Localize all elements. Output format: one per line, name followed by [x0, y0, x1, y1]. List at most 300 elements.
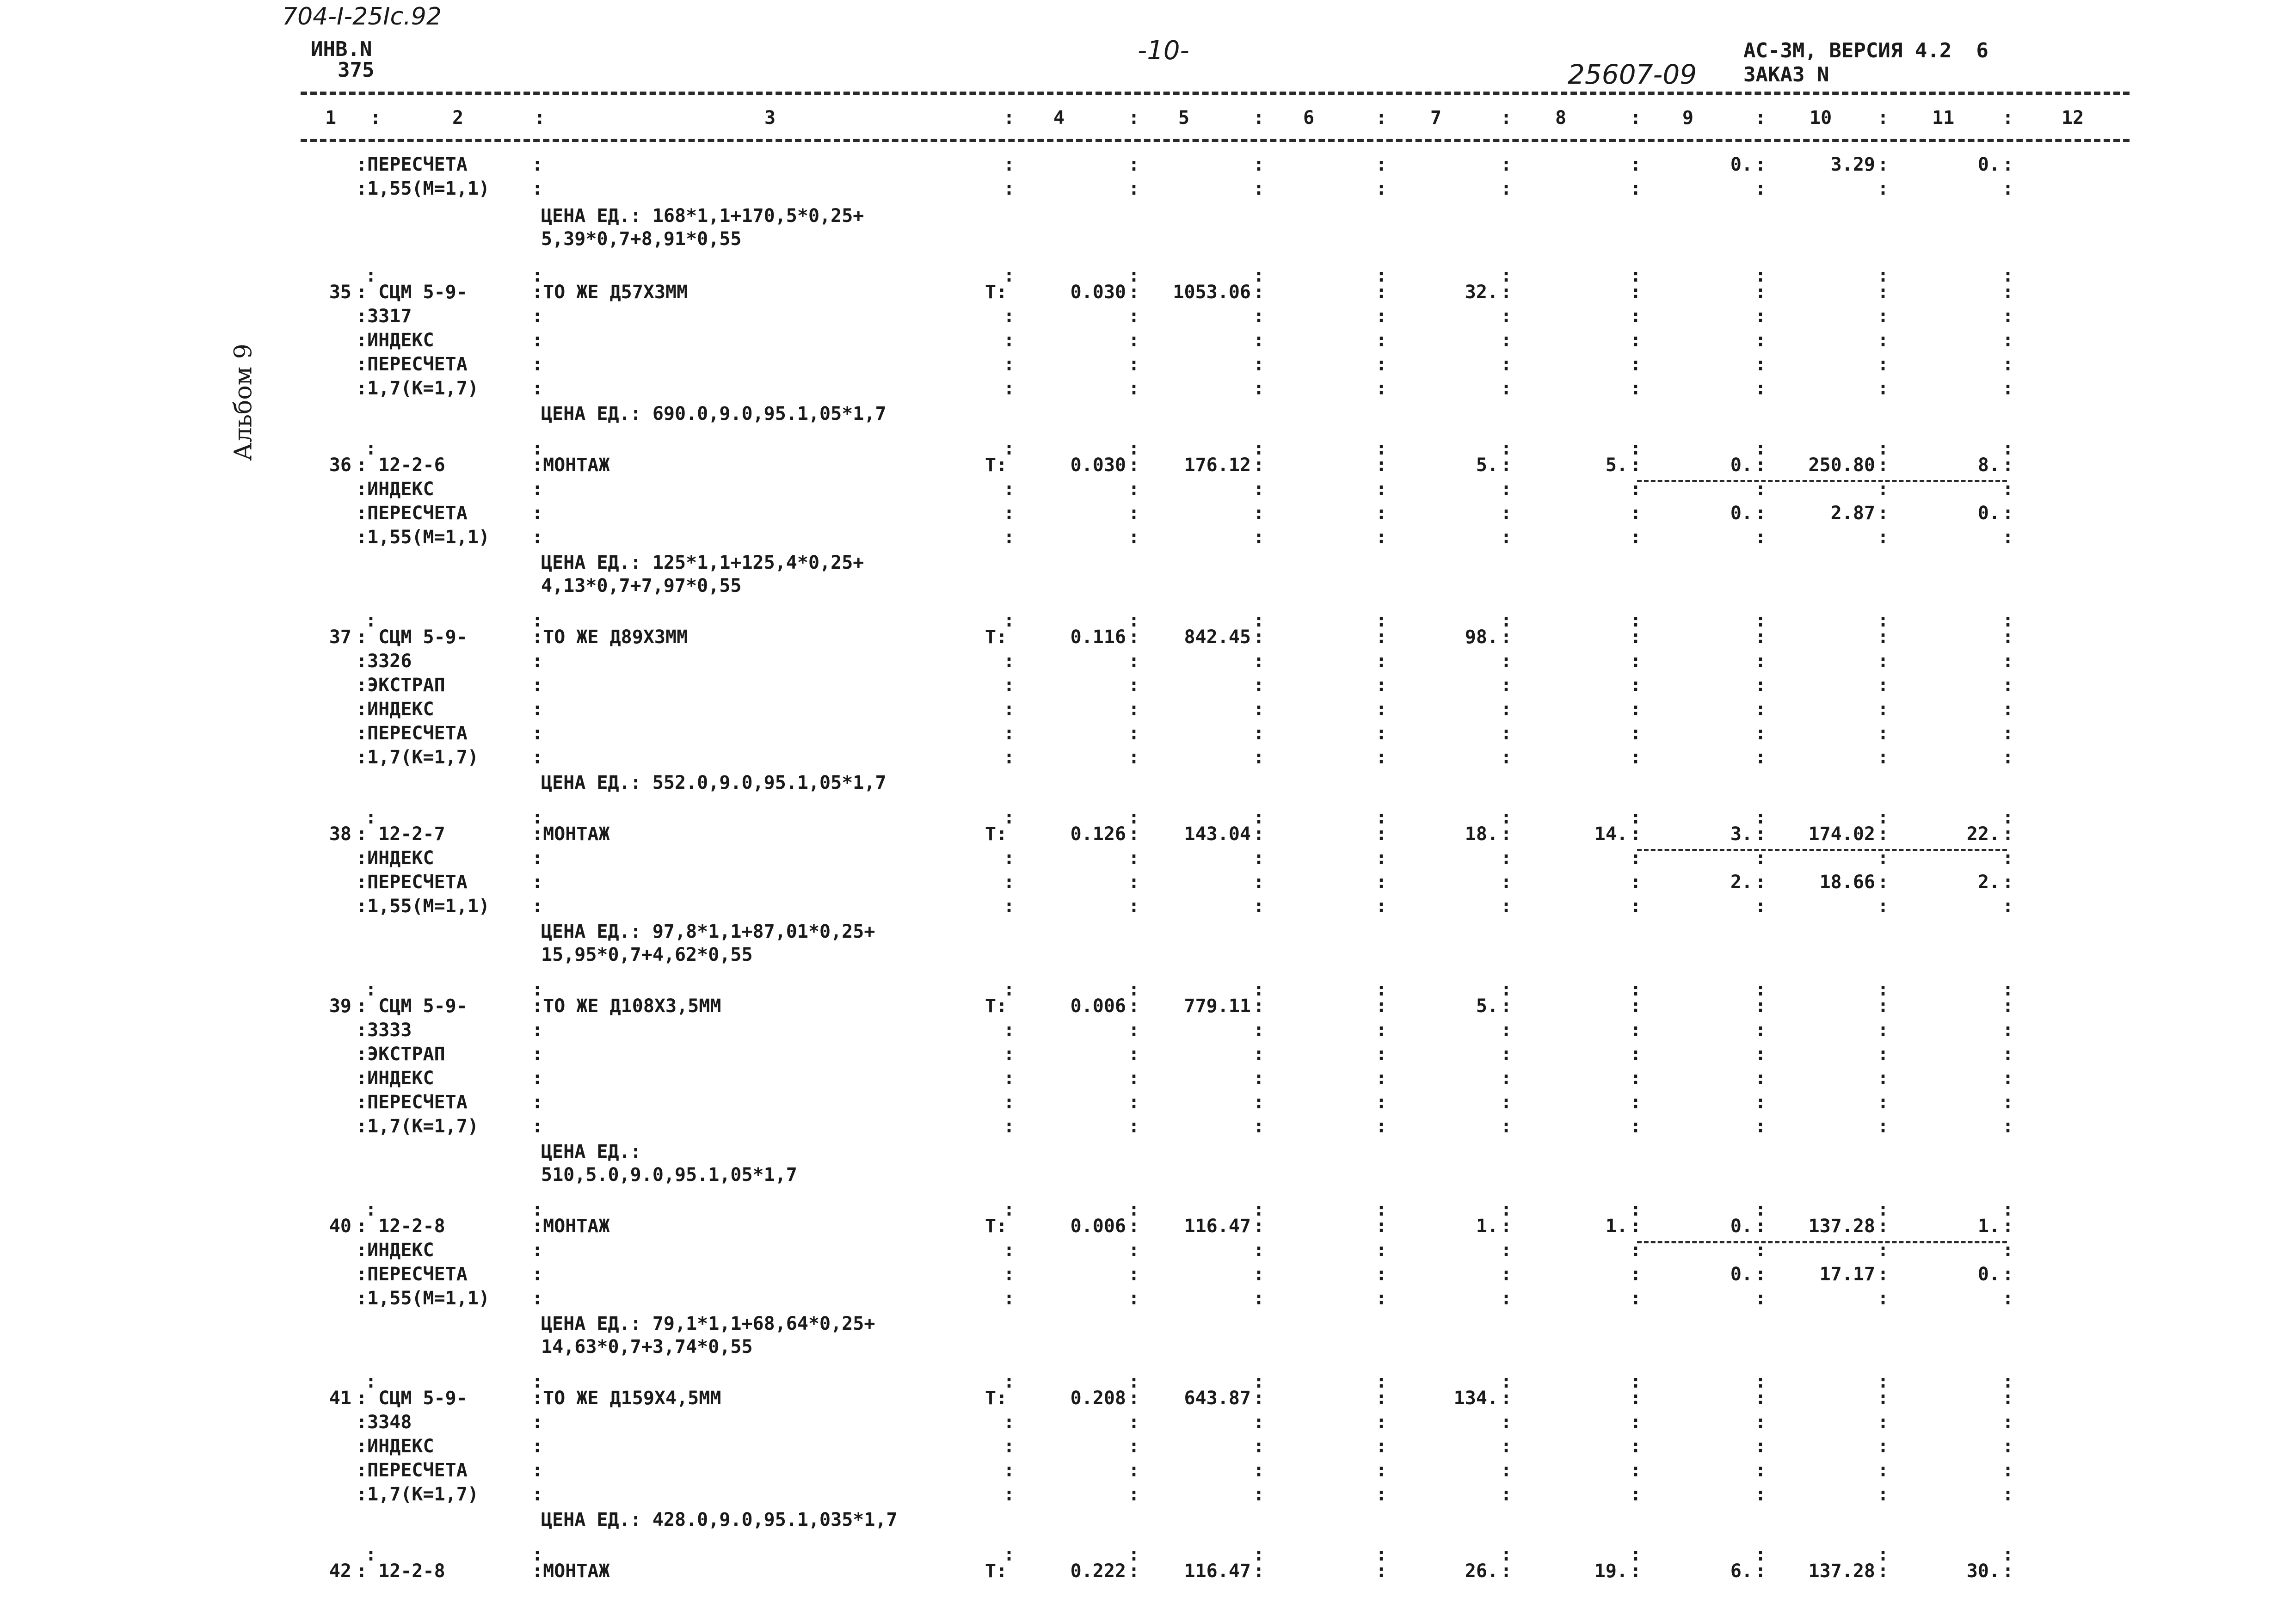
column-separator: : — [1128, 610, 1140, 631]
code-line: :ИНДЕКС — [356, 1436, 434, 1457]
column-separator: : — [1003, 1484, 1015, 1505]
column-header-separator: : — [534, 107, 546, 129]
column-header-separator: : — [1253, 107, 1265, 129]
row-lead-separator: : — [365, 265, 377, 286]
column-separator: : — [2002, 438, 2014, 459]
inventory-label: ИНВ.N — [311, 37, 372, 61]
column-separator: : : — [1376, 154, 1387, 199]
cell-col7: 5. — [1476, 455, 1498, 476]
code-line: :ЭКСТРАП — [356, 1044, 445, 1065]
column-header-separator: : — [1003, 107, 1015, 129]
header-rule-top — [301, 92, 2130, 95]
work-name: :ТО ЖЕ Д159Х4,5ММ — [532, 1388, 721, 1409]
column-separator: : : — [1755, 154, 1767, 199]
column-separator: : : : : : : — [2002, 995, 2014, 1137]
unit-price-formula: ЦЕНА ЕД.: 552.0,9.0,95.1,05*1,7 — [541, 772, 886, 793]
column-separator: : — [1877, 1544, 1889, 1565]
column-separator: : : : : — [1376, 455, 1387, 548]
column-separator: : — [1755, 1544, 1767, 1565]
column-separator: : — [1128, 1544, 1140, 1565]
column-separator: : — [1755, 1199, 1767, 1220]
column-separator: : — [1253, 807, 1265, 828]
column-separator: : — [1501, 979, 1512, 1000]
column-separator: : — [1501, 438, 1512, 459]
column-separator: : — [1003, 872, 1015, 893]
column-separator: : : — [1630, 154, 1642, 199]
column-separator: : : : : — [1877, 1216, 1889, 1309]
code-line: : СЦМ 5-9- — [356, 995, 468, 1017]
column-separator: : : : : : : — [1253, 627, 1265, 768]
column-separator: : — [1253, 979, 1265, 1000]
name-separator: : — [532, 479, 543, 500]
cell-col7: 134. — [1453, 1388, 1498, 1409]
column-separator: : — [1630, 265, 1642, 286]
column-separator: : — [1003, 651, 1015, 672]
column-number-10: 10 — [1810, 107, 1832, 129]
name-separator: : — [532, 1092, 543, 1113]
column-separator: : — [1877, 610, 1889, 631]
name-separator: : — [532, 1484, 543, 1505]
cell-col10-sub: 18.66 — [1819, 872, 1875, 893]
cell-qty: 0.126 — [1070, 823, 1126, 845]
column-separator: : — [1003, 1020, 1015, 1041]
name-separator: : — [532, 1460, 543, 1481]
cell-price: 176.12 — [1184, 455, 1251, 476]
column-separator: : — [1003, 1240, 1015, 1261]
code-line: : 12-2-8 — [356, 1216, 445, 1237]
name-separator: : — [532, 378, 543, 399]
column-separator: : — [1003, 438, 1015, 459]
column-number-6: 6 — [1303, 107, 1315, 129]
column-separator: : — [1877, 438, 1889, 459]
column-separator: : — [1877, 1561, 1889, 1582]
cell-col11: 1. — [1977, 1216, 2000, 1237]
name-separator: : — [532, 1020, 543, 1041]
unit-price-formula: 4,13*0,7+7,97*0,55 — [541, 575, 742, 596]
code-line: :ПЕРЕСЧЕТА — [356, 354, 468, 375]
column-separator: : : — [1253, 154, 1265, 199]
cell-col9: 0. — [1730, 1216, 1753, 1237]
column-separator: : — [1755, 438, 1767, 459]
cell-col9-sub: 0. — [1730, 1264, 1753, 1285]
column-separator: : — [1630, 979, 1642, 1000]
column-separator: : — [1003, 848, 1015, 869]
row-lead-separator: : — [365, 438, 377, 459]
column-separator: : : : : — [1253, 455, 1265, 548]
column-separator: : — [2002, 1561, 2014, 1582]
column-separator: : — [1501, 807, 1512, 828]
column-separator: : — [1003, 1288, 1015, 1309]
code-line: :ПЕРЕСЧЕТА — [356, 154, 468, 175]
column-header-separator: : — [1755, 107, 1767, 129]
column-separator: : — [1376, 438, 1387, 459]
column-header-separator: : — [1128, 107, 1140, 129]
row-number: 40 — [329, 1216, 351, 1237]
column-separator: : — [1253, 1544, 1265, 1565]
cell-col8: 19. — [1594, 1561, 1628, 1582]
unit-price-formula: ЦЕНА ЕД.: 125*1,1+125,4*0,25+ — [541, 552, 864, 573]
column-separator: : — [1128, 979, 1140, 1000]
column-separator: : — [2002, 979, 2014, 1000]
column-separator: : — [1003, 747, 1015, 768]
cell-col8: 14. — [1594, 823, 1628, 845]
cell-col10-sub: 2.87 — [1830, 503, 1875, 524]
row-lead-separator: : — [532, 265, 543, 286]
column-separator: : : : : : — [2002, 282, 2014, 399]
column-separator: : — [1003, 1116, 1015, 1137]
column-separator: : — [1755, 1371, 1767, 1392]
column-separator: : — [1128, 1371, 1140, 1392]
column-separator: : : : : — [1376, 823, 1387, 917]
column-number-8: 8 — [1555, 107, 1567, 129]
column-separator: : : : : — [1501, 823, 1512, 917]
column-separator: : — [1376, 1199, 1387, 1220]
column-separator: : — [1376, 610, 1387, 631]
column-separator: : : — [1003, 154, 1015, 199]
column-separator: : : : : : — [1755, 282, 1767, 399]
unit-price-formula: ЦЕНА ЕД.: 690.0,9.0,95.1,05*1,7 — [541, 403, 886, 424]
column-separator: : : : : : — [1128, 282, 1140, 399]
cell-col11: 22. — [1966, 823, 2000, 845]
name-separator: : — [532, 896, 543, 917]
column-separator: : — [1003, 807, 1015, 828]
column-separator: : — [1253, 1199, 1265, 1220]
cell-col11: 8. — [1977, 455, 2000, 476]
code-line: :1,7(К=1,7) — [356, 378, 479, 399]
name-separator: : — [532, 872, 543, 893]
unit: Т: — [985, 455, 1008, 476]
subtotal-divider — [1637, 480, 2007, 482]
column-separator: : — [1501, 265, 1512, 286]
cell-qty: 0.208 — [1070, 1388, 1126, 1409]
column-separator: : : : : : — [1877, 282, 1889, 399]
subtotal-divider — [1637, 1241, 2007, 1243]
name-separator: : — [532, 1288, 543, 1309]
system-version: АС-3М, ВЕРСИЯ 4.2 6 — [1743, 39, 1988, 62]
inventory-number: 375 — [338, 58, 375, 82]
code-line: : СЦМ 5-9- — [356, 1388, 468, 1409]
name-separator: : — [532, 1116, 543, 1137]
column-separator: : — [1003, 1068, 1015, 1089]
column-separator: : — [1003, 1199, 1015, 1220]
cell-col9-sub: 2. — [1730, 872, 1753, 893]
column-separator: : : : : : : — [1128, 627, 1140, 768]
work-name: :МОНТАЖ — [532, 1216, 610, 1237]
row-number: 41 — [329, 1388, 351, 1409]
column-separator: : — [1376, 1544, 1387, 1565]
column-separator: : — [2002, 1371, 2014, 1392]
cell-col9: 6. — [1730, 1561, 1753, 1582]
column-separator: : : : : — [1755, 823, 1767, 917]
cell-col11: 30. — [1966, 1561, 2000, 1582]
code-line: : СЦМ 5-9- — [356, 282, 468, 303]
column-separator: : : : : : : — [1501, 627, 1512, 768]
code-line: :ПЕРЕСЧЕТА — [356, 503, 468, 524]
column-separator: : : : : — [2002, 823, 2014, 917]
row-lead-separator: : — [365, 807, 377, 828]
column-separator: : : : : : — [1128, 1388, 1140, 1505]
name-separator: : — [532, 1044, 543, 1065]
name-separator: : — [532, 1240, 543, 1261]
code-separator: : — [532, 178, 543, 199]
column-number-9: 9 — [1682, 107, 1694, 129]
code-line: :1,55(М=1,1) — [356, 1288, 490, 1309]
name-separator: : — [532, 723, 543, 744]
work-name: :МОНТАЖ — [532, 823, 610, 845]
column-separator: : — [1253, 438, 1265, 459]
name-separator: : — [532, 527, 543, 548]
name-separator: : — [532, 1412, 543, 1433]
row-lead-separator: : — [365, 1544, 377, 1565]
column-header-separator: : — [1630, 107, 1642, 129]
cell-col7: 98. — [1465, 627, 1498, 648]
name-separator: : — [532, 747, 543, 768]
row-number: 42 — [329, 1561, 351, 1582]
column-separator: : : : : — [1128, 1216, 1140, 1309]
column-separator: : — [1003, 1436, 1015, 1457]
column-separator: : : : : — [1877, 823, 1889, 917]
unit-price-formula: 15,95*0,7+4,62*0,55 — [541, 944, 753, 965]
column-separator: : : : : : — [1877, 1388, 1889, 1505]
column-separator: : — [1877, 1199, 1889, 1220]
column-separator: : — [1003, 479, 1015, 500]
cell-qty: 0.030 — [1070, 282, 1126, 303]
column-separator: : — [1755, 610, 1767, 631]
cell-col10: 174.02 — [1808, 823, 1875, 845]
cell-price: 143.04 — [1184, 823, 1251, 845]
column-separator: : : : : — [1501, 1216, 1512, 1309]
column-separator: : — [1003, 699, 1015, 720]
cell-col10: 137.28 — [1808, 1216, 1875, 1237]
work-name: :ТО ЖЕ Д57Х3ММ — [532, 282, 688, 303]
column-number-7: 7 — [1430, 107, 1442, 129]
column-separator: : — [1003, 354, 1015, 375]
column-separator: : — [1630, 1199, 1642, 1220]
cell-col11-sub: 0. — [1977, 503, 2000, 524]
column-separator: : — [1755, 265, 1767, 286]
column-separator: : : : : — [1630, 1216, 1642, 1309]
column-separator: : — [1630, 807, 1642, 828]
column-separator: : : : : — [2002, 455, 2014, 548]
column-separator: : — [1128, 807, 1140, 828]
column-separator: : — [1501, 610, 1512, 631]
column-separator: : — [2002, 1199, 2014, 1220]
column-separator: : — [1630, 438, 1642, 459]
code-line: :1,7(К=1,7) — [356, 1484, 479, 1505]
column-separator: : : : : : : — [1877, 627, 1889, 768]
cell-col8: 1. — [1605, 1216, 1628, 1237]
column-separator: : — [1003, 265, 1015, 286]
code-line: :3333 — [356, 1020, 412, 1041]
work-name: :МОНТАЖ — [532, 455, 610, 476]
cell-col11-sub: 0. — [1977, 1264, 2000, 1285]
unit-price-formula: ЦЕНА ЕД.: 79,1*1,1+68,64*0,25+ — [541, 1313, 875, 1334]
column-separator: : : : : — [1253, 823, 1265, 917]
column-separator: : — [1003, 1092, 1015, 1113]
code-line: :ПЕРЕСЧЕТА — [356, 1264, 468, 1285]
column-separator: : : : : : — [1630, 282, 1642, 399]
column-separator: : — [1003, 1044, 1015, 1065]
code-line: :ПЕРЕСЧЕТА — [356, 1092, 468, 1113]
name-separator: : — [532, 503, 543, 524]
column-separator: : — [1501, 1544, 1512, 1565]
column-separator: : : : : — [1253, 1216, 1265, 1309]
column-separator: : — [1003, 378, 1015, 399]
cell-price: 643.87 — [1184, 1388, 1251, 1409]
column-separator: : : : : — [1630, 823, 1642, 917]
cell-qty: 0.006 — [1070, 1216, 1126, 1237]
name-separator: : — [532, 354, 543, 375]
column-separator: : — [1253, 1561, 1265, 1582]
name-separator: : — [532, 699, 543, 720]
cell-col10-sub: 17.17 — [1819, 1264, 1875, 1285]
column-separator: : — [1630, 610, 1642, 631]
unit: Т: — [985, 995, 1008, 1017]
code-line: :ПЕРЕСЧЕТА — [356, 1460, 468, 1481]
column-separator: : : — [1128, 154, 1140, 199]
column-separator: : — [1877, 979, 1889, 1000]
column-separator: : — [1755, 807, 1767, 828]
row-lead-separator: : — [365, 610, 377, 631]
column-separator: : — [1376, 807, 1387, 828]
cell-col9-sub: 0. — [1730, 503, 1753, 524]
column-separator: : — [1376, 1561, 1387, 1582]
column-separator: : — [1003, 896, 1015, 917]
order-label: ЗАКАЗ N — [1743, 63, 1829, 86]
unit: Т: — [985, 627, 1008, 648]
column-number-3: 3 — [764, 107, 776, 129]
column-separator: : — [1501, 1371, 1512, 1392]
column-header-separator: : — [1376, 107, 1387, 129]
code-line: :ИНДЕКС — [356, 1068, 434, 1089]
column-separator: : : : : : — [1253, 1388, 1265, 1505]
column-separator: : : : : : — [1501, 282, 1512, 399]
cell-col7: 1. — [1476, 1216, 1498, 1237]
row-lead-separator: : — [532, 1199, 543, 1220]
header-rule-bottom — [301, 139, 2130, 142]
row-lead-separator: : — [532, 610, 543, 631]
unit-price-formula: ЦЕНА ЕД.: 97,8*1,1+87,01*0,25+ — [541, 921, 875, 942]
column-separator: : — [1003, 1371, 1015, 1392]
cell-col8: 5. — [1605, 455, 1628, 476]
column-separator: : — [1003, 503, 1015, 524]
column-separator: : — [1003, 610, 1015, 631]
code-line: :ПЕРЕСЧЕТА — [356, 723, 468, 744]
column-separator: : — [1376, 265, 1387, 286]
cell-col9: 0. — [1730, 154, 1753, 175]
code-separator: : — [532, 154, 543, 175]
column-separator: : : : : : : — [1755, 995, 1767, 1137]
column-separator: : — [1501, 1561, 1512, 1582]
column-separator: : : : : — [1501, 455, 1512, 548]
column-separator: : : : : : — [1755, 1388, 1767, 1505]
unit-price-formula: ЦЕНА ЕД.: 168*1,1+170,5*0,25+ — [541, 205, 864, 227]
column-header-separator: : — [370, 107, 382, 129]
row-number: 35 — [329, 282, 351, 303]
name-separator: : — [532, 1436, 543, 1457]
column-separator: : : : : : : — [2002, 627, 2014, 768]
row-lead-separator: : — [365, 1199, 377, 1220]
column-separator: : — [1003, 330, 1015, 351]
column-separator: : — [1003, 306, 1015, 327]
column-separator: : : : : — [2002, 1216, 2014, 1309]
column-number-11: 11 — [1932, 107, 1955, 129]
cell-qty: 0.116 — [1070, 627, 1126, 648]
column-separator: : — [1253, 265, 1265, 286]
unit: Т: — [985, 282, 1008, 303]
column-separator: : : — [1877, 154, 1889, 199]
code-line: :ЭКСТРАП — [356, 675, 445, 696]
row-lead-separator: : — [532, 807, 543, 828]
code-line: :ИНДЕКС — [356, 479, 434, 500]
cell-col11: 0. — [1977, 154, 2000, 175]
code-line: :1,7(К=1,7) — [356, 747, 479, 768]
row-number: 37 — [329, 627, 351, 648]
column-separator: : : : : — [1128, 823, 1140, 917]
code-line: :1,55(М=1,1) — [356, 896, 490, 917]
unit-price-formula: 510,5.0,9.0,95.1,05*1,7 — [541, 1164, 797, 1186]
name-separator: : — [532, 1068, 543, 1089]
album-side-label: Альбом 9 — [229, 344, 258, 461]
column-separator: : — [1003, 723, 1015, 744]
column-separator: : : : : — [1877, 455, 1889, 548]
cell-qty: 0.222 — [1070, 1561, 1126, 1582]
column-separator: : : — [1501, 154, 1512, 199]
column-separator: : — [1003, 1544, 1015, 1565]
code-line: :1,55(М=1,1) — [356, 178, 490, 199]
cell-col7: 5. — [1476, 995, 1498, 1017]
column-separator: : — [1630, 1561, 1642, 1582]
column-separator: : : — [2002, 154, 2014, 199]
code-line: :3317 — [356, 306, 412, 327]
column-separator: : : : : : : — [1755, 627, 1767, 768]
code-line: :ПЕРЕСЧЕТА — [356, 872, 468, 893]
column-separator: : : : : : — [1253, 282, 1265, 399]
column-separator: : : : : : — [1376, 282, 1387, 399]
unit-price-formula: ЦЕНА ЕД.: 428.0,9.0,95.1,035*1,7 — [541, 1509, 898, 1530]
row-lead-separator: : — [532, 438, 543, 459]
column-number-5: 5 — [1178, 107, 1190, 129]
code-line: :ИНДЕКС — [356, 848, 434, 869]
row-number: 36 — [329, 455, 351, 476]
column-number-2: 2 — [452, 107, 464, 129]
column-separator: : — [1755, 1561, 1767, 1582]
row-lead-separator: : — [532, 1544, 543, 1565]
column-separator: : — [1003, 675, 1015, 696]
row-lead-separator: : — [365, 979, 377, 1000]
cell-col10: 250.80 — [1808, 455, 1875, 476]
name-separator: : — [532, 848, 543, 869]
column-separator: : — [1376, 1371, 1387, 1392]
column-separator: : : : : : : — [1877, 995, 1889, 1137]
unit: Т: — [985, 1388, 1008, 1409]
code-line: :ИНДЕКС — [356, 699, 434, 720]
column-separator: : — [1003, 1460, 1015, 1481]
column-separator: : — [1877, 807, 1889, 828]
page-number: -10- — [1138, 36, 1189, 66]
column-separator: : : : : : : — [1376, 995, 1387, 1137]
row-lead-separator: : — [532, 1371, 543, 1392]
cell-price: 116.47 — [1184, 1561, 1251, 1582]
column-separator: : — [2002, 265, 2014, 286]
unit-price-formula: 14,63*0,7+3,74*0,55 — [541, 1336, 753, 1358]
column-separator: : : : : — [1755, 1216, 1767, 1309]
column-separator: : : : : — [1376, 1216, 1387, 1309]
code-line: : 12-2-6 — [356, 455, 445, 476]
column-separator: : — [1003, 1412, 1015, 1433]
unit-price-formula: 5,39*0,7+8,91*0,55 — [541, 228, 742, 250]
code-line: :ИНДЕКС — [356, 1240, 434, 1261]
